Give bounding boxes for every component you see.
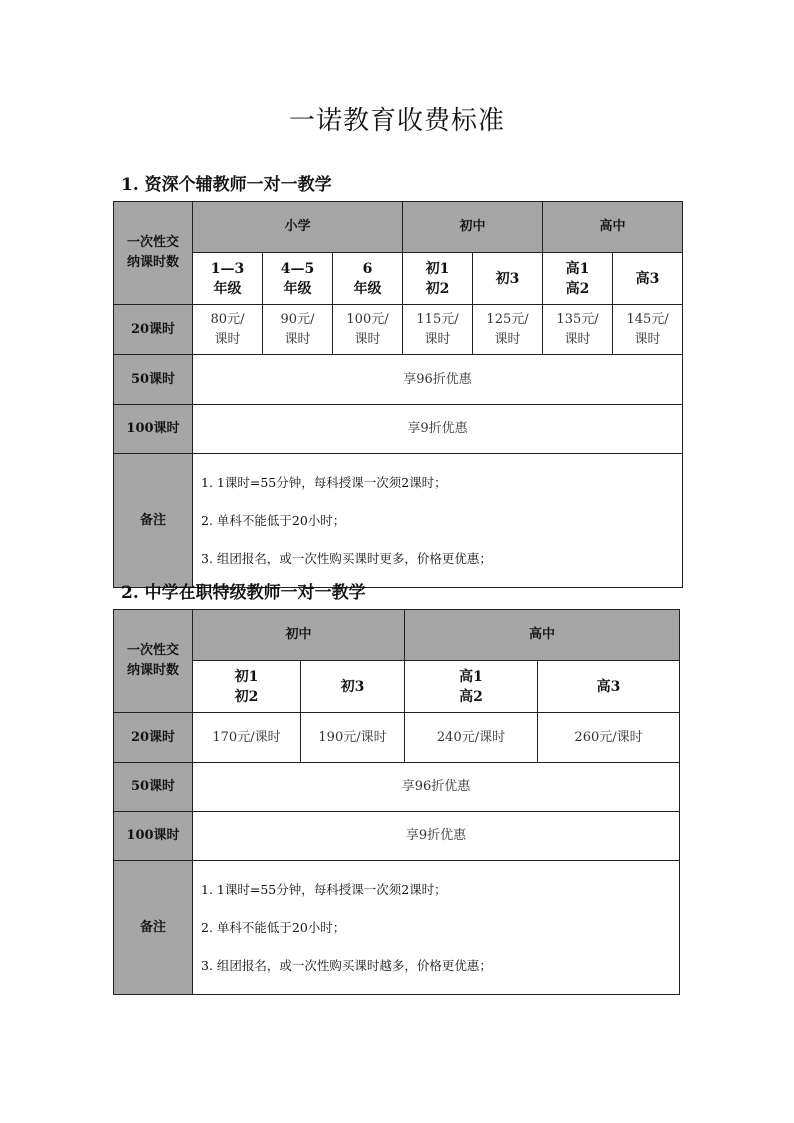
price-cell: 145元/ 课时 <box>613 305 683 355</box>
pricing-table-2 <box>113 609 680 995</box>
price-cell: 170元/课时 <box>193 713 301 763</box>
price-cell: 190元/课时 <box>301 713 405 763</box>
note-line: 3. 组团报名，或一次性购买课时更多，价格更优惠； <box>201 551 492 566</box>
corner-header: 一次性交 纳课时数 <box>114 610 193 713</box>
row-label: 100课时 <box>114 812 193 861</box>
note-line: 1. 1课时=55分钟，每科授课一次须2课时； <box>201 882 447 897</box>
discount-cell: 享96折优惠 <box>193 763 680 812</box>
price-cell: 80元/ 课时 <box>193 305 263 355</box>
table-row <box>114 763 680 812</box>
notes-row <box>114 454 683 588</box>
note-line: 3. 组团报名，或一次性购买课时越多，价格更优惠； <box>201 958 492 973</box>
notes-label: 备注 <box>114 861 193 995</box>
group-header: 初中 <box>193 610 405 661</box>
notes-cell <box>193 861 680 995</box>
group-header: 初中 <box>403 202 543 253</box>
grade-header: 初3 <box>473 253 543 305</box>
row-label: 50课时 <box>114 763 193 812</box>
price-cell: 240元/课时 <box>405 713 538 763</box>
notes-cell <box>193 454 683 588</box>
group-header: 高中 <box>543 202 683 253</box>
table-row <box>114 405 683 454</box>
discount-cell: 享96折优惠 <box>193 355 683 405</box>
row-label: 20课时 <box>114 713 193 763</box>
page-title: 一诺教育收费标准 <box>288 106 505 136</box>
group-header: 小学 <box>193 202 403 253</box>
grade-header: 1—3 年级 <box>193 253 263 305</box>
notes-label: 备注 <box>114 454 193 588</box>
grade-header: 高1 高2 <box>405 661 538 713</box>
grade-header: 4—5 年级 <box>263 253 333 305</box>
grade-header: 高3 <box>613 253 683 305</box>
discount-cell: 享9折优惠 <box>193 405 683 454</box>
grade-header: 初1 初2 <box>193 661 301 713</box>
pricing-table-1 <box>113 201 683 588</box>
row-label: 20课时 <box>114 305 193 355</box>
note-line: 2. 单科不能低于20小时； <box>201 920 346 935</box>
grade-header: 高1 高2 <box>543 253 613 305</box>
group-header: 高中 <box>405 610 680 661</box>
price-cell: 125元/ 课时 <box>473 305 543 355</box>
table-row <box>114 305 683 355</box>
price-cell: 90元/ 课时 <box>263 305 333 355</box>
grade-header: 高3 <box>538 661 680 713</box>
grade-header: 初1 初2 <box>403 253 473 305</box>
price-cell: 100元/ 课时 <box>333 305 403 355</box>
table-row <box>114 355 683 405</box>
grade-header: 6 年级 <box>333 253 403 305</box>
note-line: 1. 1课时=55分钟，每科授课一次须2课时； <box>201 475 447 490</box>
discount-cell: 享9折优惠 <box>193 812 680 861</box>
section1-heading: 1. 资深个辅教师一对一教学 <box>121 175 332 195</box>
row-label: 100课时 <box>114 405 193 454</box>
price-cell: 115元/ 课时 <box>403 305 473 355</box>
row-label: 50课时 <box>114 355 193 405</box>
grade-header: 初3 <box>301 661 405 713</box>
price-cell: 135元/ 课时 <box>543 305 613 355</box>
note-line: 2. 单科不能低于20小时； <box>201 513 346 528</box>
notes-row <box>114 861 680 995</box>
table-row <box>114 713 680 763</box>
table-row <box>114 812 680 861</box>
corner-header: 一次性交 纳课时数 <box>114 202 193 305</box>
price-cell: 260元/课时 <box>538 713 680 763</box>
section2-heading: 2. 中学在职特级教师一对一教学 <box>121 583 366 603</box>
